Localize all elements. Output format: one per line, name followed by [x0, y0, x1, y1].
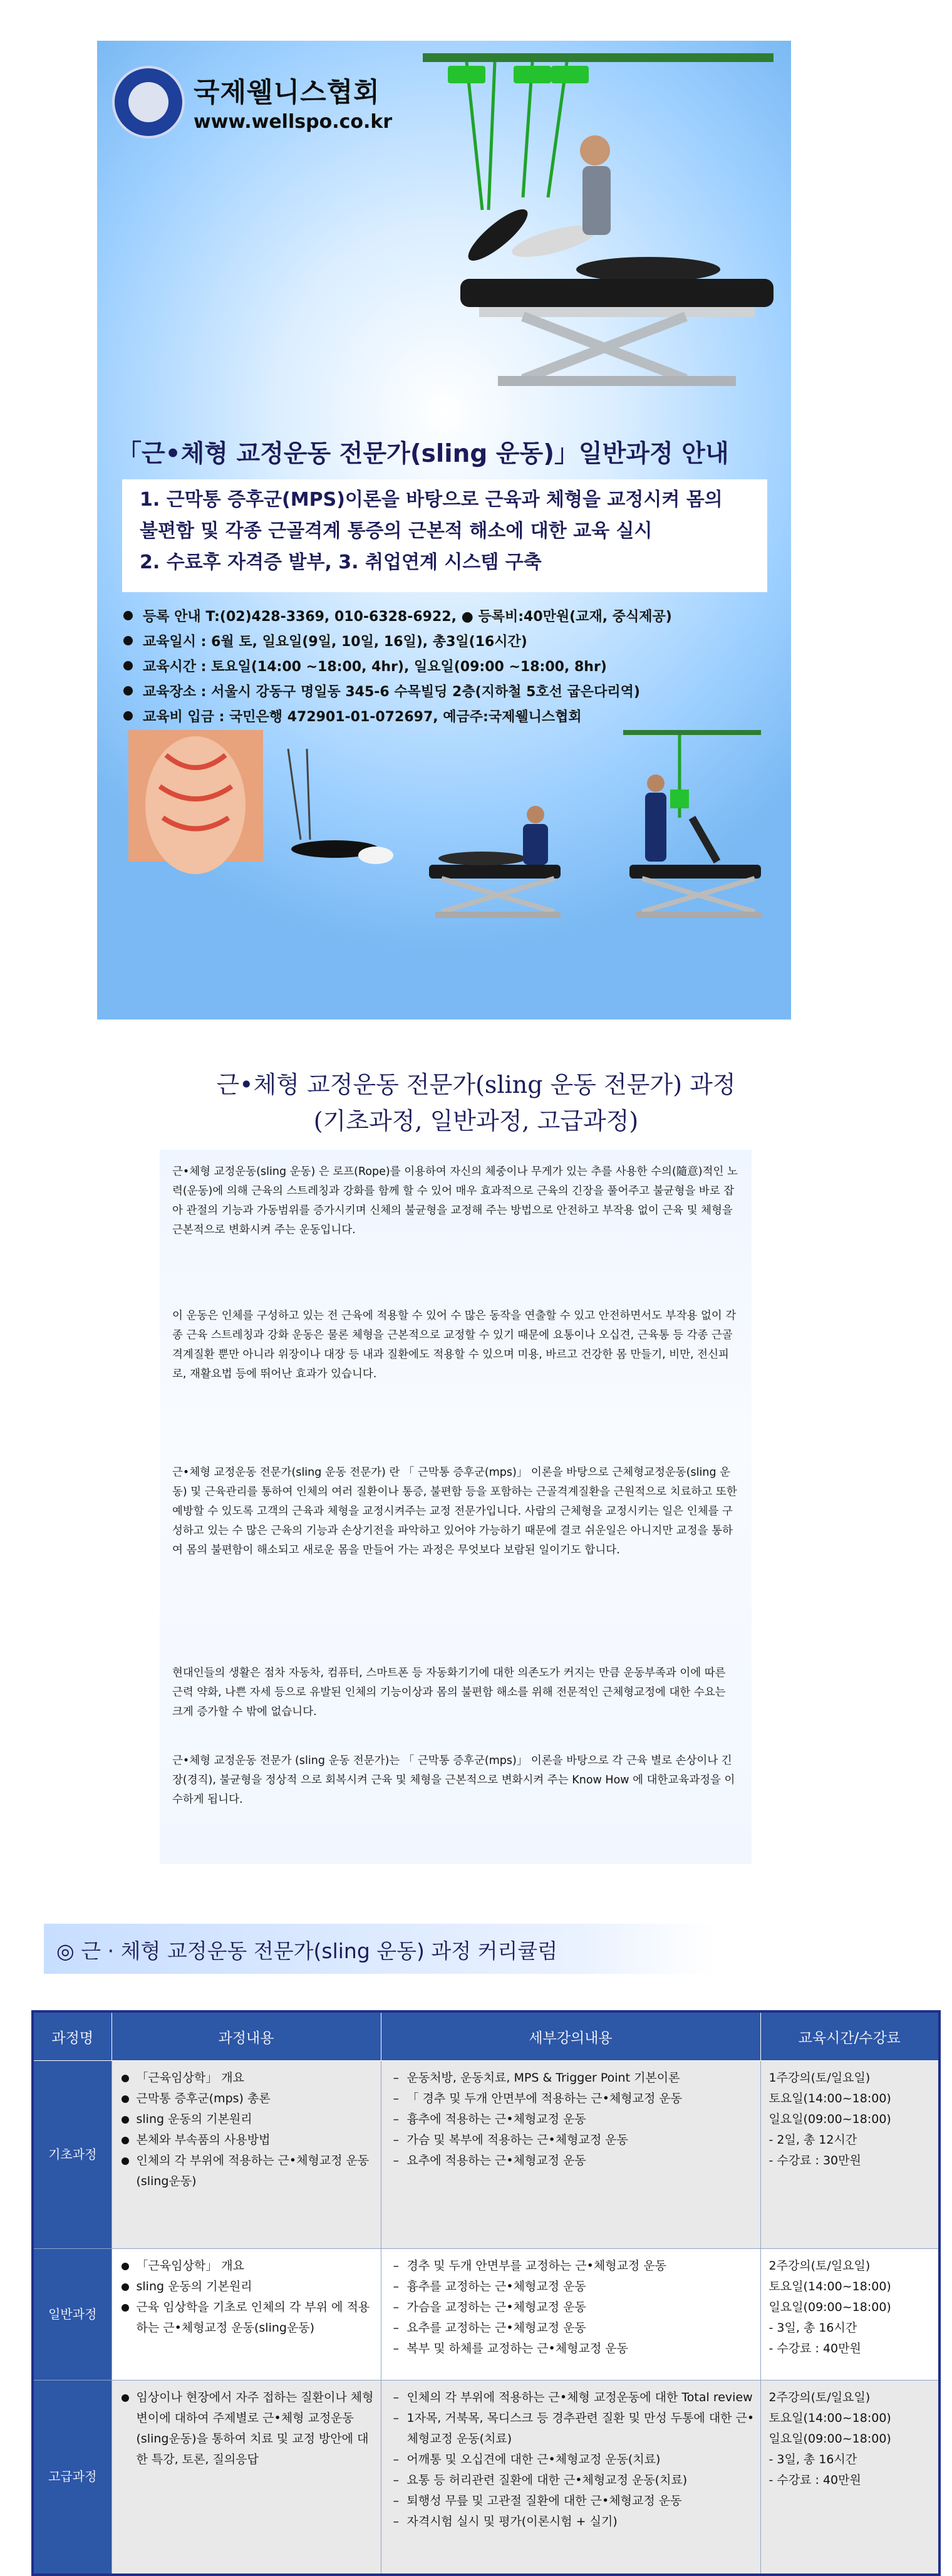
list-item: – 요통 등 허리관련 질환에 대한 근•체형교정 운동(치료): [393, 2470, 760, 2491]
list-item: 「근육임상학」 개요: [122, 2068, 380, 2088]
list-item: – 1자목, 거북목, 목디스크 등 경추관련 질환 및 만성 두통에 대한 근•체형교정 운동(치료): [393, 2408, 760, 2449]
time-line: 2주강의(토/일요일): [768, 2259, 871, 2273]
course-poster: [97, 41, 791, 1019]
time-fee-cell: [760, 2249, 939, 2380]
summary-line: 2. 수료후 자격증 발부, 3. 취업연계 시스템 구축: [140, 551, 542, 573]
time-line: - 3일, 총 16시간: [768, 2321, 857, 2335]
course-name: 기초과정: [33, 2061, 111, 2249]
time-line: - 수강료 : 30만원: [768, 2154, 861, 2167]
registration-info-list: [123, 605, 672, 730]
time-line: 1주강의(토/일요일): [768, 2071, 871, 2085]
bullet-icon: [123, 636, 133, 645]
org-name: 국제웰니스협회: [194, 77, 380, 108]
description-paragraph: 근•체형 교정운동(sling 운동) 은 로프(Rope)를 이용하여 자신의 체중이나 무게가 있는 추를 사용한 수의(隨意)적인 노력(운동)에 의해 근육의 스트레칭과 강화를 함께 할 수 있어 매우 효과적으로 근육의 긴장을 풀어주고 불균형을 바로 잡아 관절의 기능과 가동범위를 증가시키며 신체의 불균형을 교정해 주는 방법으로 안전하고 부작용 없이 근육 및 체형을 근본적으로 변화시켜 주는 운동입니다.: [172, 1165, 738, 1236]
info-item-location: 교육장소 : 서울시 강동구 명일동 345-6 수목빌딩 2층(지하철 5호선 굽은다리역): [123, 680, 672, 705]
table-header-row: [33, 2011, 939, 2061]
list-item: 인체의 각 부위에 적용하는 근•체형교정 운동(sling운동): [122, 2151, 380, 2192]
time-line: - 2일, 총 12시간: [768, 2133, 857, 2147]
time-line: 일요일(09:00~18:00): [768, 2300, 891, 2314]
time-line: - 3일, 총 16시간: [768, 2453, 857, 2466]
time-fee-cell: [760, 2380, 939, 2575]
therapist-table-photo: [429, 806, 561, 918]
course-title-line2: (기초과정, 일반과정, 고급과정): [313, 1107, 639, 1135]
list-item: 「근육임상학」 개요: [122, 2256, 380, 2276]
sling-therapy-illustration: [423, 53, 773, 404]
time-fee-cell: [760, 2061, 939, 2249]
list-item: 근막통 증후군(mps) 총론: [122, 2088, 380, 2109]
bullet-icon: [123, 686, 133, 696]
time-line: 2주강의(토/일요일): [768, 2391, 871, 2404]
time-line: - 수강료 : 40만원: [768, 2473, 861, 2487]
bullet-icon: [123, 661, 133, 670]
lecture-details-cell: [381, 2249, 760, 2380]
org-emblem-icon: [112, 66, 185, 138]
course-content-cell: [111, 2061, 381, 2249]
course-summary-box: [122, 479, 767, 592]
time-line: 토요일(14:00~18:00): [768, 2092, 891, 2105]
bullet-icon: [123, 611, 133, 620]
curriculum-table: [31, 2010, 941, 2576]
list-item: – 어깨통 및 오십견에 대한 근•체형교정 운동(치료): [393, 2449, 760, 2470]
list-item: – 「 경추 및 두개 안면부에 적용하는 근•체형교정 운동: [393, 2088, 760, 2109]
info-item-time: 교육시간 : 토요일(14:00 ~18:00, 4hr), 일요일(09:00 ~18:00, 8hr): [123, 655, 672, 680]
back-photo: [128, 730, 263, 874]
course-name: 고급과정: [33, 2380, 111, 2575]
bullet-icon: [123, 711, 133, 721]
description-paragraph: 근•체형 교정운동 전문가 (sling 운동 전문가)는 「 근막통 증후군(mps)」 이론을 바탕으로 각 근육 별로 손상이나 긴장(경직), 불균형을 정상적 으로 회복시켜 근육 및 체형을 근본적으로 변화시켜 주는 Know How 에 대한교육과정을 이수하게 됩니다.: [172, 1755, 735, 1806]
header-time-fee: 교육시간/수강료: [760, 2011, 939, 2061]
list-item: – 흉추를 교정하는 근•체형교정 운동: [393, 2276, 760, 2297]
time-line: - 수강료 : 40만원: [768, 2342, 861, 2355]
summary-line: 1. 근막통 증후군(MPS)이론을 바탕으로 근육과 체형을 교정시켜 몸의: [140, 489, 723, 511]
list-item: 본체와 부속품의 사용방법: [122, 2130, 380, 2151]
list-item: – 가슴을 교정하는 근•체형교정 운동: [393, 2297, 760, 2318]
lecture-details-cell: [381, 2380, 760, 2575]
exercise-photo-strip: [128, 730, 761, 937]
course-name: 일반과정: [33, 2249, 111, 2380]
curriculum-title-bar: [44, 1924, 714, 1974]
header-course-name: 과정명: [33, 2011, 111, 2061]
header-course-content: 과정내용: [111, 2011, 381, 2061]
table-row: [33, 2061, 939, 2249]
description-paragraph: 현대인들의 생활은 점차 자동차, 컴퓨터, 스마트폰 등 자동화기기에 대한 의존도가 커지는 만큼 운동부족과 이에 따른 근력 약화, 나쁜 자세 등으로 유발된 인체의 기능이상과 몸의 불편함 해소를 위해 전문적인 근체형교정에 대한 수요는 크게 증가할 수 밖에 없습니다.: [172, 1667, 726, 1718]
summary-line: 불편함 및 각종 근골격계 통증의 근본적 해소에 대한 교육 실시: [140, 520, 653, 542]
time-line: 토요일(14:00~18:00): [768, 2280, 891, 2293]
info-item-date: 교육일시 : 6월 토, 일요일(9일, 10일, 16일), 총3일(16시간): [123, 630, 672, 655]
list-item: – 흉추에 적용하는 근•체형교정 운동: [393, 2109, 760, 2130]
sling-exercise-photo: [288, 749, 393, 864]
list-item: – 요추를 교정하는 근•체형교정 운동: [393, 2318, 760, 2339]
list-item: 임상이나 현장에서 자주 접하는 질환이나 체형변이에 대하여 주제별로 근•체형 교정운동(sling운동)을 통하여 치료 및 교정 방안에 대한 특강, 토론, 질의응답: [122, 2387, 380, 2470]
course-content-cell: [111, 2249, 381, 2380]
curriculum-title: ◎ 근 · 체형 교정운동 전문가(sling 운동) 과정 커리큘럼: [56, 1939, 558, 1963]
table-row: [33, 2380, 939, 2575]
leg-sling-photo: [623, 730, 761, 918]
description-paragraph: 근•체형 교정운동 전문가(sling 운동 전문가) 란 「 근막통 증후군(mps)」 이론을 바탕으로 근체형교정운동(sling 운동) 및 근육관리를 통하여 인체의 여러 질환이나 통증, 불편함 등을 포함하는 근골격계질환을 근원적으로 치료하고 또한 예방할 수 있도록 고객의 근육과 체형을 교정시켜주는 교정 전문가입니다. 사람의 근체형을 교정시키는 일은 인체를 구성하고 있는 수 많은 근육의 기능과 손상기전을 파악하고 있어야 가능하기 때문에 결코 쉬운일은 아니지만 교정을 통하여 몸의 불편함이 해소되고 새로운 몸을 만들어 가는 과정은 무엇보다 보람된 일이기도 합니다.: [172, 1466, 737, 1557]
time-line: 일요일(09:00~18:00): [768, 2112, 891, 2126]
list-item: – 가슴 및 복부에 적용하는 근•체형교정 운동: [393, 2130, 760, 2151]
org-url: www.wellspo.co.kr: [194, 111, 393, 133]
description-box: [160, 1150, 752, 1864]
list-item: 근육 임상학을 기초로 인체의 각 부위 에 적용하는 근•체형교정 운동(sling운동): [122, 2297, 380, 2339]
list-item: – 인체의 각 부위에 적용하는 근•체형 교정운동에 대한 Total review: [393, 2387, 760, 2408]
table-row: [33, 2249, 939, 2380]
list-item: – 경추 및 두개 안면부를 교정하는 근•체형교정 운동: [393, 2256, 760, 2276]
list-item: – 퇴행성 무릎 및 고관절 질환에 대한 근•체형교정 운동: [393, 2491, 760, 2511]
time-line: 토요일(14:00~18:00): [768, 2411, 891, 2425]
poster-title: 「근•체형 교정운동 전문가(sling 운동)」일반과정 안내: [117, 440, 729, 468]
list-item: – 복부 및 하체를 교정하는 근•체형교정 운동: [393, 2339, 760, 2359]
list-item: – 자격시험 실시 및 평가(이론시험 + 실기): [393, 2511, 760, 2532]
list-item: – 운동처방, 운동치료, MPS & Trigger Point 기본이론: [393, 2068, 760, 2088]
lecture-details-cell: [381, 2061, 760, 2249]
list-item: sling 운동의 기본원리: [122, 2109, 380, 2130]
list-item: sling 운동의 기본원리: [122, 2276, 380, 2297]
header-lecture-details: 세부강의내용: [381, 2011, 760, 2061]
course-title-line1: 근•체형 교정운동 전문가(sling 운동 전문가) 과정: [216, 1071, 736, 1098]
list-item: – 요추에 적용하는 근•체형교정 운동: [393, 2151, 760, 2171]
course-content-cell: [111, 2380, 381, 2575]
description-paragraph: 이 운동은 인체를 구성하고 있는 전 근육에 적용할 수 있어 수 많은 동작을 연출할 수 있고 안전하면서도 부작용 없이 각종 근육 스트레칭과 강화 운동은 물론 체형을 근본적으로 교정할 수 있기 때문에 요통이나 오십견, 근육통 등 각종 근골격계질환 뿐만 아니라 위장이나 대장 등 내과 질환에도 적용할 수 있으며 미용, 바르고 건강한 몸 만들기, 비만, 전신피로, 재활요법 등에 뛰어난 효과가 있습니다.: [172, 1310, 737, 1380]
org-logo-block: [112, 66, 392, 138]
info-item-contact: 등록 안내 T:(02)428-3369, 010-6328-6922, ● 등록비:40만원(교재, 중식제공): [123, 605, 672, 630]
time-line: 일요일(09:00~18:00): [768, 2432, 891, 2446]
info-item-payment: 교육비 입금 : 국민은행 472901-01-072697, 예금주:국제웰니스협회: [123, 705, 672, 730]
